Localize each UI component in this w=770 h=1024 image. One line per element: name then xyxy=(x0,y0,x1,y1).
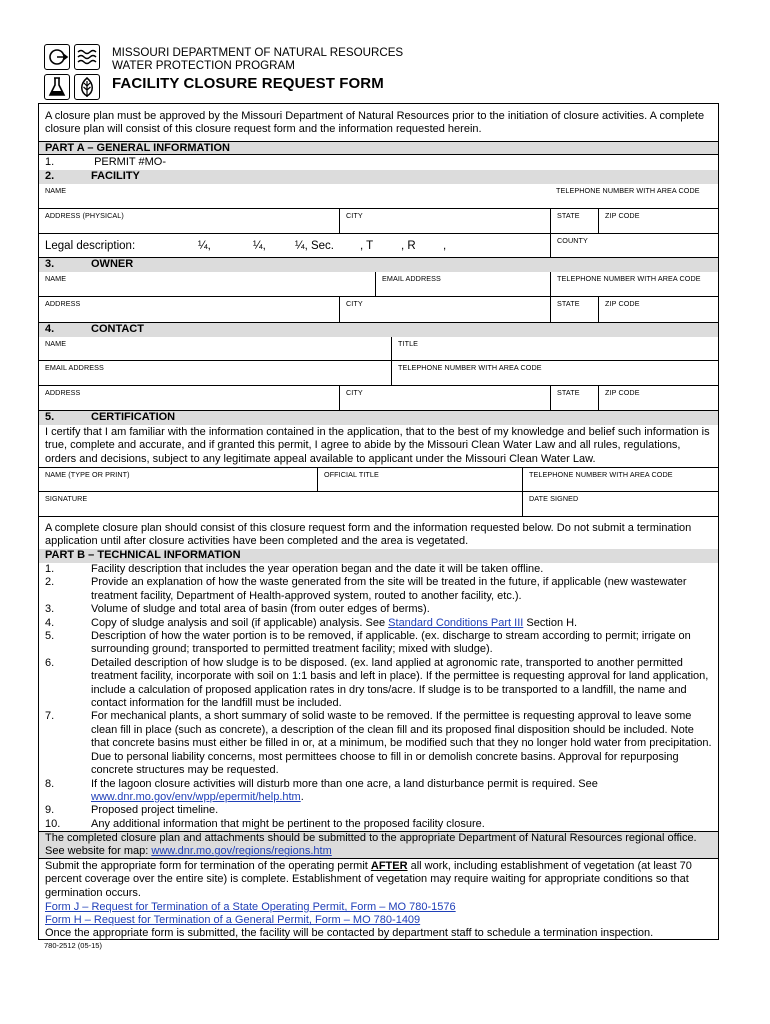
facility-address-field[interactable] xyxy=(39,209,339,233)
contact-num: 4. xyxy=(45,323,55,335)
facility-address-label: ADDRESS (PHYSICAL) xyxy=(45,211,124,220)
owner-zip-field[interactable] xyxy=(598,297,718,322)
item-number: 10. xyxy=(45,817,61,830)
part-a-title: PART A – GENERAL INFORMATION xyxy=(45,142,230,154)
list-item xyxy=(39,576,719,603)
form-body xyxy=(38,103,719,940)
contact-phone-field[interactable] xyxy=(391,361,718,385)
contact-city-field[interactable] xyxy=(339,386,550,410)
part-b-title: PART B – TECHNICAL INFORMATION xyxy=(45,549,241,561)
contact-row-email xyxy=(39,361,718,386)
item-text: Copy of sludge analysis and soil (if applicable) analysis. See xyxy=(91,616,389,629)
certification-row-name xyxy=(39,467,718,492)
owner-header xyxy=(39,258,718,272)
contact-title: CONTACT xyxy=(91,323,144,335)
owner-num: 3. xyxy=(45,258,55,270)
item-number: 2. xyxy=(45,576,55,589)
legal-quarter-1: ¼, xyxy=(198,240,211,252)
facility-phone-field[interactable] xyxy=(550,184,718,208)
form-title: FACILITY CLOSURE REQUEST FORM xyxy=(112,75,384,92)
facility-city-label: CITY xyxy=(346,211,363,220)
certification-row-signature xyxy=(39,492,718,517)
cert-official-title-field[interactable] xyxy=(317,468,522,491)
facility-name-field[interactable] xyxy=(39,184,550,208)
epermit-help-link[interactable]: www.dnr.mo.gov/env/wpp/epermit/help.htm xyxy=(91,790,301,803)
termination-after: AFTER xyxy=(370,860,408,872)
item-number: 6. xyxy=(45,656,55,669)
part-a-header xyxy=(39,141,718,155)
list-item xyxy=(39,778,719,805)
legal-section: ¼, Sec. xyxy=(295,240,334,252)
permit-number-label: 1. xyxy=(45,156,55,168)
cert-phone-field[interactable] xyxy=(522,468,718,491)
contact-email-label: EMAIL ADDRESS xyxy=(45,363,104,372)
owner-name-field[interactable] xyxy=(39,272,375,296)
plan-note: A complete closure plan should consist of this closure request form and the information requested below. Do not submit a termination application until after closure activities have been completed and the area is vegetated. xyxy=(45,522,692,548)
item-text: If the lagoon closure activities will disturb more than one acre, a land disturbance permit is required. See xyxy=(91,777,598,790)
owner-state-label: STATE xyxy=(557,299,580,308)
legal-label: Legal description: xyxy=(45,240,136,252)
legal-description-field[interactable] xyxy=(39,234,550,257)
facility-row-address xyxy=(39,209,718,234)
item-text: For mechanical plants, a short summary of solid waste to be removed. If the permittee is requesting approval to leave some clean fill in place (such as concrete), a description of the clean fill and its proposed final disposition should be included. Note that concrete basins must either be filled in or, at a minimum, be modified such that they no longer hold water from precipitation. Due to personal liability concerns, most permittees choose to fill in or demolish concrete basins. Approval for repurposing concrete structures may be requested. xyxy=(91,710,712,777)
termination-post: all work, including establishment of vegetation (at least 70 percent coverage over the entire site) is complete. Establishment of vegetation may require waiting for appropriate conditions so that germination occurs. xyxy=(45,860,692,899)
facility-title: FACILITY xyxy=(91,170,140,182)
owner-phone-field[interactable] xyxy=(550,272,718,296)
termination-text xyxy=(39,860,719,900)
list-item xyxy=(39,710,719,777)
list-item xyxy=(39,630,719,657)
intro-text: A closure plan must be approved by the Missouri Department of Natural Resources prior to the initiation of closure activities. A complete closure plan will consist of this closure request form and the information requested herein. xyxy=(45,110,705,136)
owner-email-label: EMAIL ADDRESS xyxy=(382,274,441,283)
facility-state-label: STATE xyxy=(557,211,580,220)
item-text-end: Section H. xyxy=(523,616,578,629)
owner-city-field[interactable] xyxy=(339,297,550,322)
item-text: Detailed description of how sludge is to be disposed. (ex. land applied at agronomic rate, transported to another permitted treatment facility, incorporate with soil on 1:1 basis and left in place). If the permittee is requesting approval for land application, include a calculation of proposed application rates in dry tons/acre. If sludge is to be transported to a landfill, the name and contact information for the landfill must be included. xyxy=(91,656,709,710)
item-text: Facility description that includes the year operation began and the date it will be taken offline. xyxy=(91,563,544,575)
contact-header xyxy=(39,323,718,337)
facility-city-field[interactable] xyxy=(339,209,550,233)
form-j-link[interactable]: Form J – Request for Termination of a State Operating Permit, Form – MO 780-1576 xyxy=(45,901,456,913)
facility-num: 2. xyxy=(45,170,55,182)
list-item xyxy=(39,617,719,630)
permit-row xyxy=(39,155,718,171)
header-text xyxy=(112,46,403,93)
legal-quarter-2: ¼, xyxy=(253,240,266,252)
standard-conditions-link[interactable]: Standard Conditions Part III xyxy=(388,616,524,629)
cert-phone-label: TELEPHONE NUMBER WITH AREA CODE xyxy=(529,470,673,479)
contact-phone-label: TELEPHONE NUMBER WITH AREA CODE xyxy=(398,363,542,372)
facility-county-field[interactable] xyxy=(550,234,718,257)
owner-zip-label: ZIP CODE xyxy=(605,299,640,308)
owner-address-field[interactable] xyxy=(39,297,339,322)
list-item xyxy=(39,603,719,616)
facility-row-name xyxy=(39,184,718,209)
item-text: Description of how the water portion is to be removed, if applicable. (ex. discharge to stream according to permit; irrigate on surrounding ground; transported to permitted treatment facility; mixed with sludge). xyxy=(91,630,691,656)
item-text: Volume of sludge and total area of basin (from outer edges of berms). xyxy=(91,603,430,616)
program-name: WATER PROTECTION PROGRAM xyxy=(112,59,295,72)
item-number: 9. xyxy=(45,804,55,817)
list-item xyxy=(39,804,719,817)
dnr-logo xyxy=(44,44,102,102)
item-number: 3. xyxy=(45,603,55,616)
item-text: Proposed project timeline. xyxy=(91,804,219,817)
water-icon xyxy=(74,44,100,70)
cert-name-label: NAME (TYPE OR PRINT) xyxy=(45,470,130,479)
list-item xyxy=(39,563,719,576)
certification-num: 5. xyxy=(45,411,55,423)
contact-state-label: STATE xyxy=(557,388,580,397)
owner-state-field[interactable] xyxy=(550,297,598,322)
facility-name-label: NAME xyxy=(45,186,67,195)
facility-county-label: COUNTY xyxy=(557,236,588,245)
contact-zip-label: ZIP CODE xyxy=(605,388,640,397)
item-number: 1. xyxy=(45,563,55,575)
contact-address-field[interactable] xyxy=(39,386,339,410)
form-h-link[interactable]: Form H – Request for Termination of a General Permit, Form – MO 780-1409 xyxy=(45,914,421,926)
contact-title-field[interactable] xyxy=(391,337,718,360)
termination-pre: Submit the appropriate form for termination of the operating permit xyxy=(45,860,371,872)
legal-range: , R xyxy=(401,240,416,252)
item-number: 7. xyxy=(45,710,55,723)
regions-link[interactable]: www.dnr.mo.gov/regions/regions.htm xyxy=(151,845,332,858)
contact-zip-field[interactable] xyxy=(598,386,718,410)
cert-official-title-label: OFFICIAL TITLE xyxy=(324,470,379,479)
facility-header xyxy=(39,170,718,184)
contact-state-field[interactable] xyxy=(550,386,598,410)
contact-title-label: TITLE xyxy=(398,339,419,348)
part-b-list xyxy=(39,563,719,831)
item-number: 5. xyxy=(45,630,55,643)
certification-title: CERTIFICATION xyxy=(91,411,176,423)
legal-end: , xyxy=(443,240,447,252)
owner-address-label: ADDRESS xyxy=(45,299,81,308)
item-text-end: . xyxy=(300,790,304,803)
contact-address-label: ADDRESS xyxy=(45,388,81,397)
certification-header xyxy=(39,410,718,425)
facility-zip-field[interactable] xyxy=(598,209,718,233)
part-b-header xyxy=(39,549,718,563)
air-icon xyxy=(44,44,70,70)
agency-name: MISSOURI DEPARTMENT OF NATURAL RESOURCES xyxy=(112,46,404,59)
facility-row-legal xyxy=(39,234,718,258)
cert-signature-field[interactable] xyxy=(39,492,522,516)
contact-city-label: CITY xyxy=(346,388,363,397)
submit-note-text: The completed closure plan and attachments should be submitted to the appropriate Department of Natural Resources regional office. See website for map: xyxy=(45,832,697,858)
cert-date-label: DATE SIGNED xyxy=(529,494,579,503)
owner-email-field[interactable] xyxy=(375,272,550,296)
form-header xyxy=(44,44,724,102)
form-number: 780-2512 (05-15) xyxy=(44,941,102,950)
owner-row-name xyxy=(39,272,718,297)
leaf-icon xyxy=(74,74,100,100)
owner-title: OWNER xyxy=(91,258,134,270)
certification-text: I certify that I am familiar with the information contained in the application, that to the best of my knowledge and belief such information is true, complete and accurate, and if granted this permit, I agree to abide by the Missouri Clean Water Law and all rules, regulations, orders and decisions, subject to any legitimate appeal available to applicant under the Missouri Clean Water Law. xyxy=(45,426,710,465)
contact-name-field[interactable] xyxy=(39,337,391,360)
form-h-row xyxy=(39,914,719,927)
list-item xyxy=(39,818,719,831)
item-text: Any additional information that might be pertinent to the proposed facility closure. xyxy=(91,817,485,830)
submit-note xyxy=(39,831,718,859)
form-j-row xyxy=(39,901,719,914)
cert-name-field[interactable] xyxy=(39,468,317,491)
owner-city-label: CITY xyxy=(346,299,363,308)
legal-township: , T xyxy=(360,240,374,252)
owner-row-address xyxy=(39,297,718,323)
item-number: 4. xyxy=(45,616,55,629)
facility-zip-label: ZIP CODE xyxy=(605,211,640,220)
owner-name-label: NAME xyxy=(45,274,67,283)
cert-signature-label: SIGNATURE xyxy=(45,494,88,503)
cert-date-field[interactable] xyxy=(522,492,718,516)
contact-row-name xyxy=(39,337,718,361)
facility-state-field[interactable] xyxy=(550,209,598,233)
lab-flask-icon xyxy=(44,74,70,100)
contact-name-label: NAME xyxy=(45,339,67,348)
list-item xyxy=(39,657,719,711)
owner-phone-label: TELEPHONE NUMBER WITH AREA CODE xyxy=(557,274,701,283)
item-number: 8. xyxy=(45,777,55,790)
permit-label[interactable]: PERMIT #MO- xyxy=(94,156,166,168)
contact-email-field[interactable] xyxy=(39,361,391,385)
closing-text: Once the appropriate form is submitted, the facility will be contacted by department staff to schedule a termination inspection. xyxy=(45,927,654,939)
facility-phone-label: TELEPHONE NUMBER WITH AREA CODE xyxy=(556,186,700,195)
contact-row-address xyxy=(39,386,718,411)
item-text: Provide an explanation of how the waste generated from the site will be treated in the future, if applicable (new wastewater treatment facility, Department of Health-approved system, routed to another facility, etc.). xyxy=(91,576,687,602)
